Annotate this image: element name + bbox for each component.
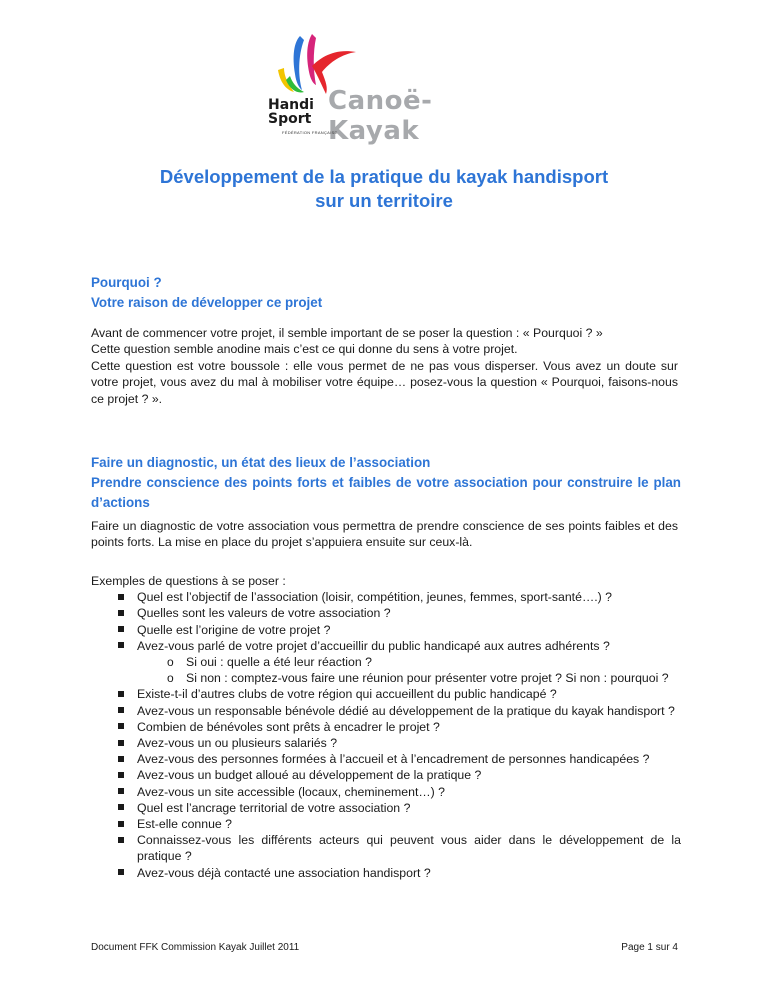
list-item: Avez-vous un responsable bénévole dédié au développement de la pratique du kayak handisport ? [91,703,681,719]
document-title [80,165,688,213]
list-item: Avez-vous un site accessible (locaux, cheminement…) ? [91,784,681,800]
list-item: Avez-vous déjà contacté une association handisport ? [91,865,681,881]
list-item: Avez-vous un budget alloué au développement de la pratique ? [91,767,681,783]
section1-paragraph-3: Cette question est votre boussole : elle vous permet de ne pas vous disperser. Vous avez un doute sur votre projet, vous avez du mal à mobiliser votre équipe… posez-vous la question « Pourquoi, faisons-nous ce projet ? ». [91,358,678,406]
section1-heading-line2: Votre raison de développer ce projet [91,295,323,310]
list-item: Avez-vous un ou plusieurs salariés ? [91,735,681,751]
question-list [91,573,681,881]
section1-body [91,325,678,407]
question-list-lead: Exemples de questions à se poser : [91,574,286,588]
list-item: Est-elle connue ? [91,816,681,832]
title-line-1: Développement de la pratique du kayak handisport [159,166,609,187]
footer-page-number: Page 1 sur 4 [621,942,678,953]
list-item: Quel est l’objectif de l’association (loisir, compétition, jeunes, femmes, sport-santé….) ? [91,589,681,605]
section2-paragraph-1: Faire un diagnostic de votre association vous permettra de prendre conscience de ses points faibles et des points forts. La mise en place du projet s’appuiera ensuite sur ceux-là. [91,519,678,550]
section1-paragraph-2: Cette question semble anodine mais c’est ce qui donne du sens à votre projet. [91,342,518,357]
list-item: Avez-vous parlé de votre projet d’accueillir du public handicapé aux autres adhérents ? [91,638,681,654]
logo-canoe-kayak-text: Canoë-Kayak [328,86,433,146]
list-item: Quel est l’ancrage territorial de votre association ? [91,800,681,816]
section1-heading [91,273,681,313]
logo-federation-text: FÉDÉRATION FRANÇAISE [282,130,338,135]
list-item: Avez-vous des personnes formées à l’accueil et à l’encadrement de personnes handicapées ? [91,751,681,767]
sub-list-item: o Si oui : quelle a été leur réaction ? [91,654,681,670]
list-item: Combien de bénévoles sont prêts à encadrer le projet ? [91,719,681,735]
logo-handi-text: Handi [268,97,314,113]
section1-heading-line1: Pourquoi ? [91,275,162,290]
section2-heading-line1: Faire un diagnostic, un état des lieux de l’association [91,455,431,470]
section2-heading [91,453,681,513]
section2-heading-line2: Prendre conscience des points forts et faibles de votre association pour construire le plan d’actions [91,475,681,510]
list-item: Quelle est l’origine de votre projet ? [91,622,681,638]
footer-document-info: Document FFK Commission Kayak Juillet 2011 [91,942,300,953]
list-item: Quelles sont les valeurs de votre association ? [91,605,681,621]
logo-sport-text: Sport [268,111,312,127]
section2-body [91,518,678,551]
list-item: Existe-t-il d’autres clubs de votre région qui accueillent du public handicapé ? [91,686,681,702]
handisport-logo [268,30,508,146]
section1-paragraph-1: Avant de commencer votre projet, il semble important de se poser la question : « Pourquoi ? » [91,326,603,340]
sub-list-item: o Si non : comptez-vous faire une réunion pour présenter votre projet ? Si non : pourquoi ? [91,670,681,686]
title-line-2: sur un territoire [315,190,453,211]
list-item: Connaissez-vous les différents acteurs qui peuvent vous aider dans le développement de la pratique ? [91,832,681,864]
